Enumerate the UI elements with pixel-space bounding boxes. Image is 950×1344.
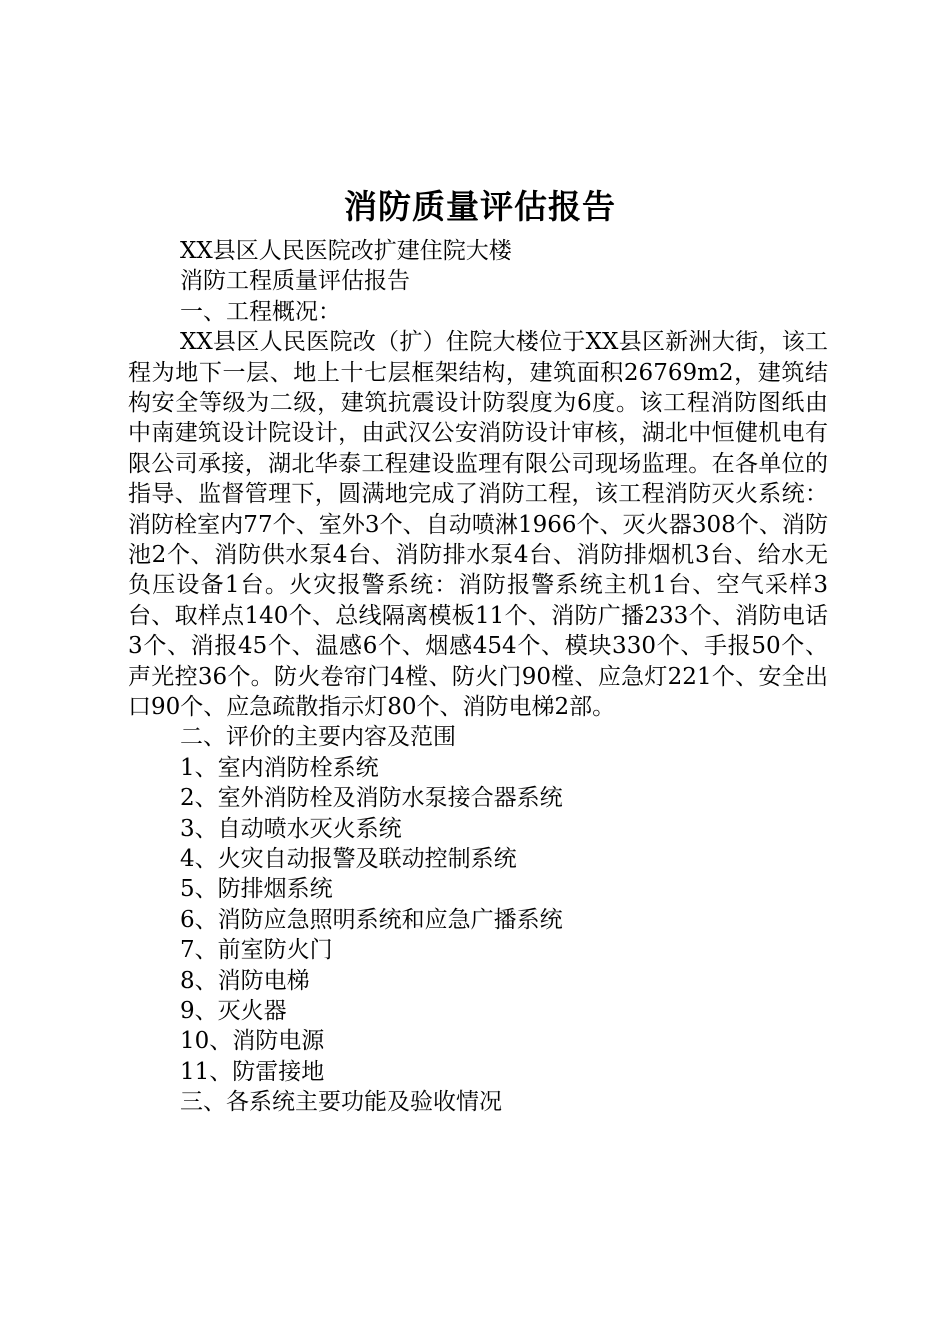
section-heading-acceptance: 三、各系统主要功能及验收情况 (180, 1089, 502, 1116)
list-item: 9、灭火器 (180, 997, 287, 1024)
overview-paragraph: XX县区人民医院改（扩）住院大楼位于XX县区新洲大街，该工程为地下一层、地上十七层框架结构，建筑面积26769m2，建筑结构安全等级为二级，建筑抗震设计防裂度为6度。该工程消防图纸由中南建筑设计院设计，由武汉公安消防设计审核，湖北中恒健机电有限公司承接，湖北华泰工程建设监理有限公司现场监理。在各单位的指导、监督管理下，圆满地完成了消防工程，该工程消防灭火系统：消防栓室内77个、室外3个、自动喷淋1966个、灭火器308个、消防池2个、消防供水泵4台、消防排水泵4台、消防排烟机3台、给水无负压设备1台。火灾报警系统：消防报警系统主机1台、空气采样3台、取样点140个、总线隔离模板11个、消防广播233个、消防电话3个、消报45个、温感6个、烟感454个、模块330个、手报50个、声光控36个。防火卷帘门4樘、防火门90樘、应急灯221个、安全出口90个、应急疏散指示灯80个、消防电梯2部。 (128, 329, 828, 721)
list-item: 10、消防电源 (180, 1028, 325, 1055)
subtitle-report: 消防工程质量评估报告 (180, 268, 410, 295)
list-item: 6、消防应急照明系统和应急广播系统 (180, 906, 563, 933)
list-item: 5、防排烟系统 (180, 876, 333, 903)
section-heading-overview: 一、工程概况： (180, 298, 341, 325)
list-item: 11、防雷接地 (180, 1058, 325, 1085)
list-item: 7、前室防火门 (180, 937, 333, 964)
list-item: 2、室外消防栓及消防水泵接合器系统 (180, 785, 563, 812)
list-item: 4、火灾自动报警及联动控制系统 (180, 846, 517, 873)
list-item: 3、自动喷水灭火系统 (180, 815, 402, 842)
list-item: 1、室内消防栓系统 (180, 754, 379, 781)
document-body (128, 236, 828, 1118)
document-title: 消防质量评估报告 (344, 187, 616, 226)
list-item: 8、消防电梯 (180, 967, 310, 994)
section-heading-scope: 二、评价的主要内容及范围 (180, 724, 456, 751)
subtitle-project: XX县区人民医院改扩建住院大楼 (180, 238, 512, 264)
